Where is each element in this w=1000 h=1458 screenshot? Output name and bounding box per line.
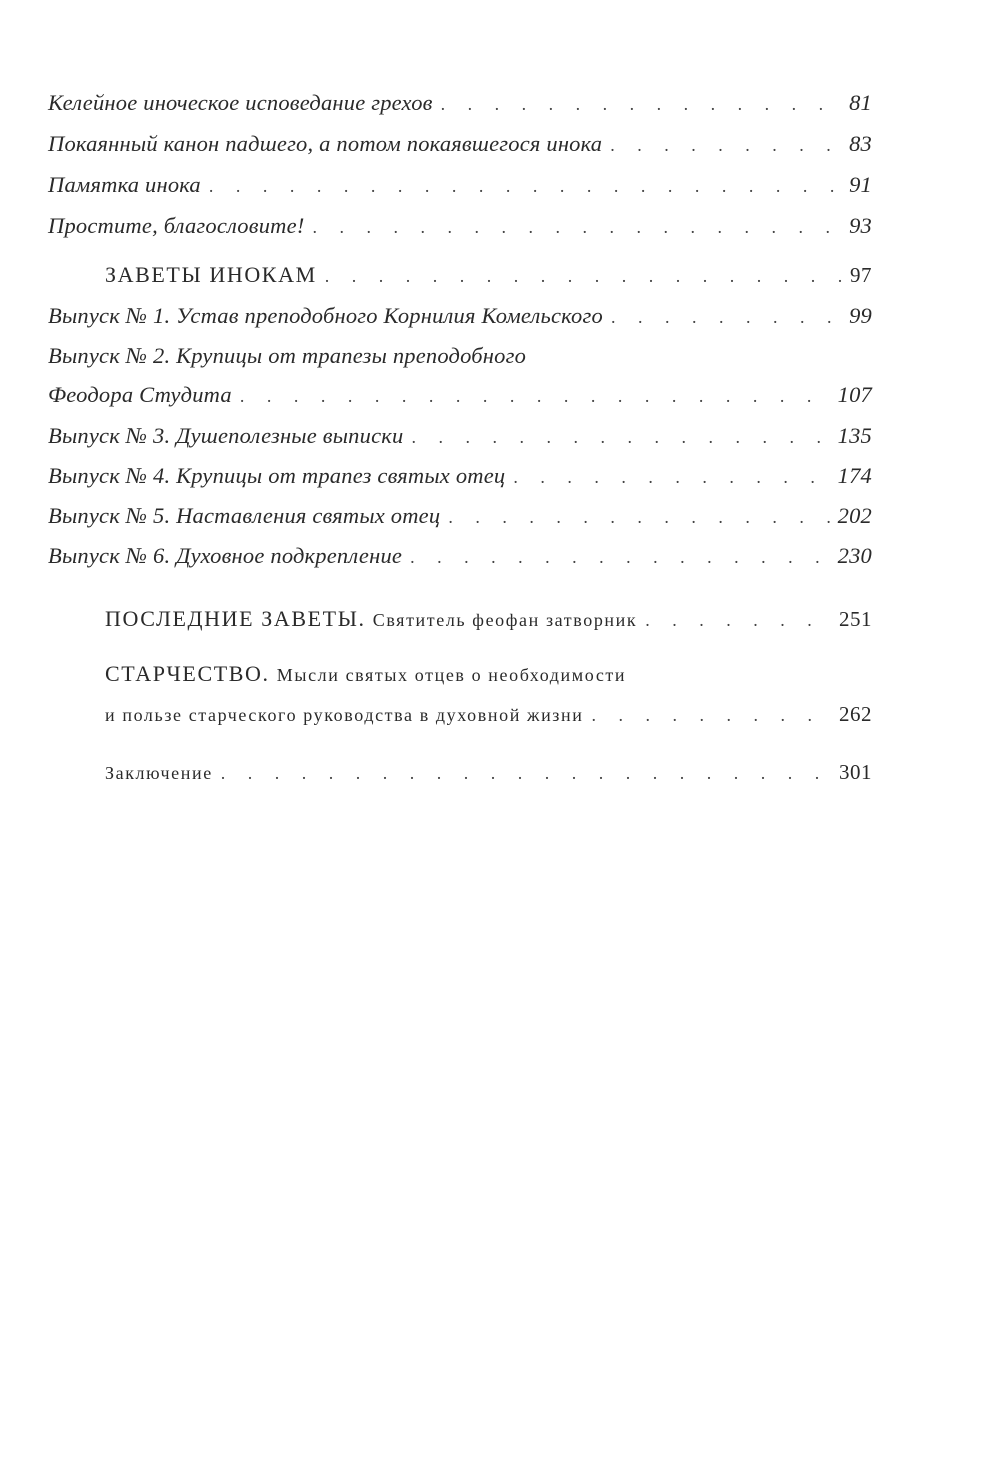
leader-dots <box>410 547 830 568</box>
toc-entry[interactable] <box>48 213 872 239</box>
toc-issue[interactable] <box>48 503 872 529</box>
toc-entry-title: Покаянный канон падшего, а потом покаявшегося инока <box>48 131 603 156</box>
toc-section-page: 301 <box>839 760 872 784</box>
toc-section-elders[interactable] <box>105 702 872 727</box>
toc-section-page: 97 <box>850 263 872 287</box>
leader-dots <box>240 386 830 407</box>
toc-issue-title: Выпуск № 3. Душеполезные выписки <box>48 423 404 448</box>
toc-entry[interactable] <box>48 172 872 198</box>
toc-section-zavety[interactable] <box>105 262 872 288</box>
toc-entry[interactable] <box>48 90 872 116</box>
toc-section-subtitle-line2: и пользе старческого руководства в духовной жизни <box>105 705 584 725</box>
toc-issue-page: 174 <box>837 463 872 488</box>
leader-dots <box>441 94 841 115</box>
toc-issue-title: Выпуск № 1. Устав преподобного Корнилия Комельского <box>48 303 603 328</box>
leader-dots <box>448 507 829 528</box>
toc-section-last-testament[interactable] <box>105 606 872 632</box>
toc-section-page: 251 <box>839 607 872 631</box>
toc-issue-page: 135 <box>837 423 872 448</box>
toc-issue[interactable] <box>48 543 872 569</box>
leader-dots <box>411 427 829 448</box>
toc-entry-page: 91 <box>849 172 872 197</box>
toc-entry-page: 93 <box>849 213 872 238</box>
toc-issue-title: Выпуск № 4. Крупицы от трапез святых отец <box>48 463 506 488</box>
toc-issue-page: 107 <box>837 382 872 407</box>
leader-dots <box>209 176 841 197</box>
toc-issue-title: Выпуск № 6. Духовное подкрепление <box>48 543 403 568</box>
toc-issue-page: 99 <box>849 303 872 328</box>
toc-section-subtitle-line1: Мысли святых отцев о необходимости <box>276 665 627 685</box>
toc-issue-title-line2: Феодора Студита <box>48 382 232 407</box>
leader-dots <box>513 467 829 488</box>
leader-dots <box>221 763 831 784</box>
leader-dots <box>313 217 842 238</box>
toc-issue[interactable] <box>48 423 872 449</box>
toc-issue-page: 230 <box>837 543 872 568</box>
toc-issue-title-line1[interactable]: Выпуск № 2. Крупицы от трапезы преподобного <box>48 343 527 368</box>
toc-issue-title: Выпуск № 5. Наставления святых отец <box>48 503 441 528</box>
toc-entry-title: Келейное иноческое исповедание грехов <box>48 90 433 115</box>
toc-entry-title: Простите, благословите! <box>48 213 305 238</box>
toc-issue[interactable] <box>48 382 872 408</box>
toc-issue[interactable] <box>48 303 872 329</box>
leader-dots <box>325 266 842 287</box>
leader-dots <box>610 135 841 156</box>
toc-section-elders-line1[interactable] <box>105 661 626 687</box>
leader-dots <box>591 705 831 726</box>
toc-section-title <box>105 606 637 632</box>
leader-dots <box>645 610 831 631</box>
toc-entry[interactable] <box>48 131 872 157</box>
toc-issue-page: 202 <box>837 503 872 528</box>
toc-section-conclusion[interactable] <box>105 760 872 785</box>
toc-section-page: 262 <box>839 702 872 726</box>
toc-entry-page: 81 <box>849 90 872 115</box>
toc-section-title-caps: СТАРЧЕСТВО. <box>105 661 270 686</box>
leader-dots <box>611 307 841 328</box>
toc-entry-title: Памятка инока <box>48 172 201 197</box>
toc-section-subtitle: Святитель феофан затворник <box>372 610 638 630</box>
toc-section-title: Заключение <box>105 763 213 783</box>
toc-entry-page: 83 <box>849 131 872 156</box>
toc-issue[interactable] <box>48 463 872 489</box>
toc-section-title: ЗАВЕТЫ ИНОКАМ <box>105 262 317 287</box>
toc-section-title-caps: ПОСЛЕДНИЕ ЗАВЕТЫ. <box>105 606 366 631</box>
